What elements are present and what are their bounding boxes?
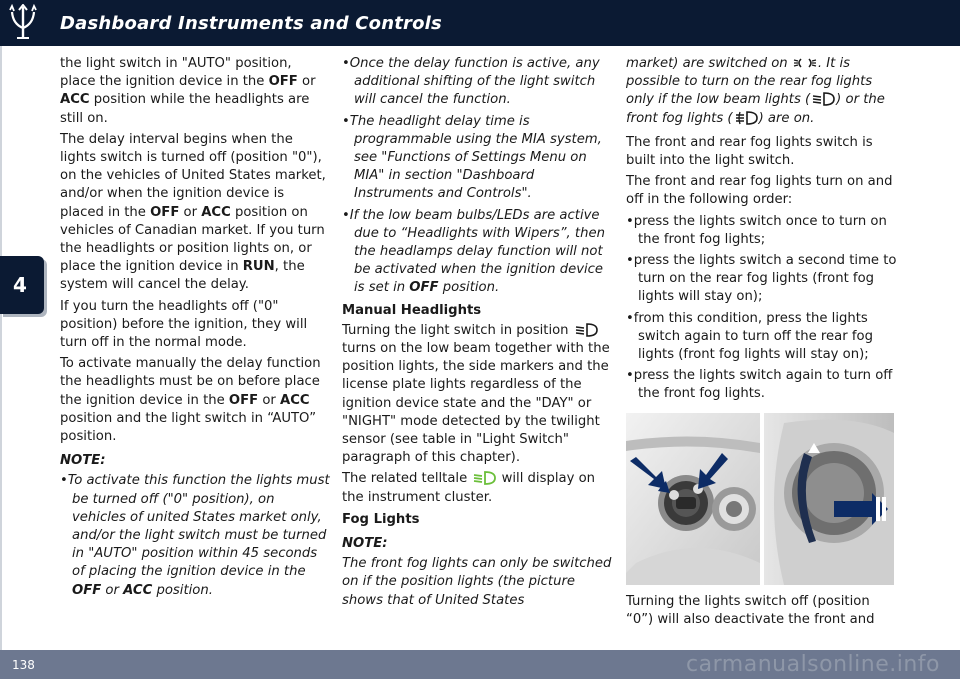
heading-fog-lights: Fog Lights [342, 511, 420, 527]
list-item: • press the lights switch again to turn off the front fog lights. [626, 367, 898, 403]
paragraph: To activate manually the delay function the headlights must be on before place the ignition device in the OFF or ACC position and the light switch in “AUTO” position. [60, 356, 321, 445]
note-bullet: • Once the delay function is active, any additional shifting of the light switch will cancel the function. [342, 55, 614, 110]
paragraph: The related telltale will display on the instrument cluster. [342, 471, 595, 505]
note-label: NOTE: [342, 536, 388, 552]
rear-fog-switch-image [764, 413, 894, 585]
note-bullet: • The headlight delay time is programmable using the MIA system, see "Functions of Settings Menu on MIA" in section "Dashboard Instruments and Controls". [342, 113, 614, 204]
column-1 [60, 55, 330, 603]
light-switch-panel-image [626, 413, 760, 585]
paragraph: If you turn the headlights off ("0" position) before the ignition, they will turn off in the normal mode. [60, 298, 308, 351]
list-item: • press the lights switch once to turn on the front fog lights; [626, 213, 898, 249]
paragraph: The front and rear fog lights turn on and off in the following order: [626, 174, 893, 208]
low-beam-icon [573, 322, 599, 338]
section-title: Dashboard Instruments and Controls [60, 13, 442, 34]
trident-logo-icon [6, 4, 40, 42]
position-lights-icon [792, 55, 818, 71]
chapter-tab [0, 256, 44, 314]
paragraph: Turning the light switch in position turns on the low beam together with the position lights, the side markers and the license plate lights regardless of the ignition device state and the "DAY" or "NIGHT" mode detected by the twilight sensor (see table in "Light Switch" paragraph of this chapter). [342, 322, 610, 466]
fog-switch-photo [626, 413, 894, 585]
note-bullet: • If the low beam bulbs/LEDs are active due to “Headlights with Wipers”, then the headlamps delay function will not be activated when the ignition device is set in OFF position. [342, 207, 614, 298]
watermark: carmanualsonline.info [686, 652, 940, 677]
list-item: • from this condition, press the lights switch again to turn off the rear fog lights (front fog lights will stay on); [626, 310, 898, 365]
low-beam-telltale-icon [471, 470, 497, 486]
paragraph: The delay interval begins when the lights switch is turned off (position "0"), on the vehicles of United States market, and/or when the ignition device is placed in the OFF or ACC position on vehicles of Canadian market. If you turn the headlights or position lights on, or place the ignition device in RUN, the system will cancel the delay. [60, 131, 326, 293]
paragraph: the light switch in "AUTO" position, place the ignition device in the OFF or ACC position while the headlights are still on. [60, 56, 316, 126]
list-item: • press the lights switch a second time to turn on the rear fog lights (front fog lights will stay on); [626, 252, 898, 307]
column-2 [342, 55, 614, 613]
note-bullet: • To activate this function the lights must be turned off ("0" position), on vehicles of united States market only, and/or the light switch must be turned in "AUTO" position within 45 seconds of placing the ignition device in the OFF or ACC position. [60, 472, 330, 599]
heading-manual-headlights: Manual Headlights [342, 302, 482, 318]
note-text: market) are switched on . It is possible to turn on the rear fog lights only if the low beam lights ( ) or the front fog lights ( ) are on. [626, 56, 885, 126]
page-header [0, 0, 960, 46]
column-3 [626, 55, 898, 632]
page-footer [0, 650, 960, 679]
front-fog-icon [733, 110, 759, 126]
note-label: NOTE: [60, 453, 106, 469]
chapter-number: 4 [13, 273, 27, 297]
paragraph: The front and rear fog lights switch is built into the light switch. [626, 134, 873, 169]
note-text: The front fog lights can only be switched on if the position lights (the picture shows that of United States [342, 556, 612, 608]
low-beam-icon [810, 91, 836, 107]
page-number: 138 [12, 658, 35, 672]
paragraph: Turning the lights switch off (position “0”) will also deactivate the front and [626, 593, 875, 627]
chapter-rule [0, 46, 2, 650]
